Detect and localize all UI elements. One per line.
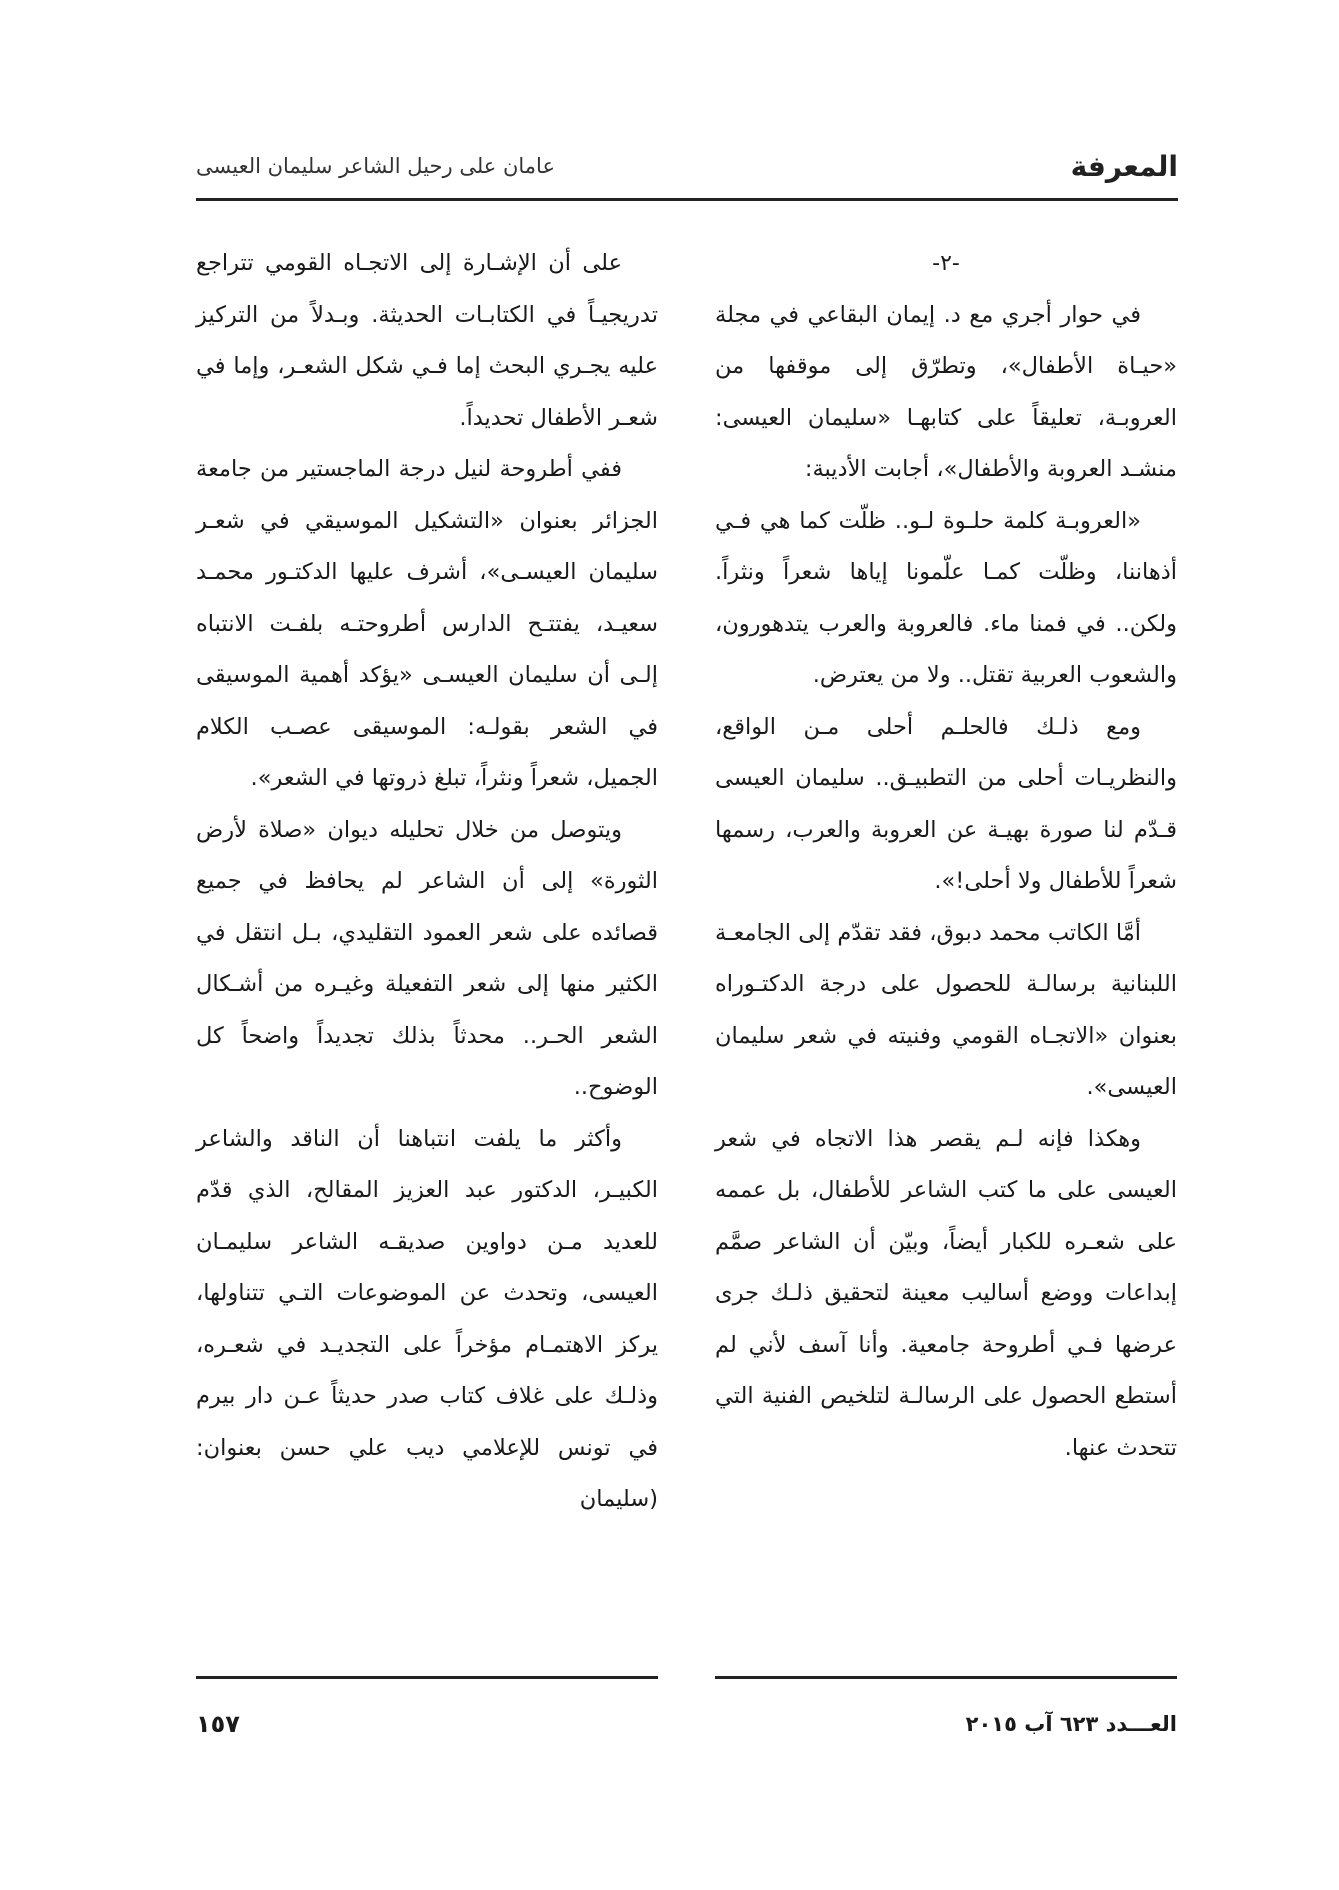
- paragraph: على أن الإشـارة إلى الاتجـاه القومي تتراجع تدريجيـاً في الكتابـات الحديثة. وبـدلاً من التركيز عليه يجـري البحث إما فـي شكل الشعـر، وإما في شعـر الأطفال تحديداً.: [196, 250, 658, 431]
- section-number: -٢-: [932, 251, 960, 276]
- page-header: [196, 150, 1178, 196]
- footer-divider-right: [715, 1676, 1177, 1679]
- running-title: عامان على رحيل الشاعر سليمان العيسى: [196, 154, 555, 178]
- issue-info: العـــدد ٦٢٣ آب ٢٠١٥: [965, 1712, 1177, 1736]
- paragraph: وأكثر ما يلفت انتباهنا أن الناقد والشاعر الكبيـر، الدكتور عبد العزيز المقالح، الذي قدّم للعديد مـن دواوين صديقـه الشاعر سليمـان العيسى، وتحدث عن الموضوعات التـي تتناولها، يركز الاهتمـام مؤخراً على التجديـد في شعـره، وذلـك على غلاف كتاب صدر حديثاً عـن دار بيرم في تونس للإعلامي ديب علي حسن بعنوان: (سليمان: [196, 1125, 658, 1512]
- paragraph: ومع ذلـك فالحلـم أحلى مـن الواقع، والنظريـات أحلى من التطبيـق.. سليمان العيسى قـدّم لنا صورة بهيـة عن العروبة والعرب، رسمها شعراً للأطفال ولا أحلى!».: [715, 713, 1177, 894]
- paragraph: ويتوصل من خلال تحليله ديوان «صلاة لأرض الثورة» إلى أن الشاعر لم يحافظ في جميع قصائده على شعر العمود التقليدي، بـل انتقل في الكثير منها إلى شعر التفعيلة وغيـره من أشـكال الشعر الحـر.. محدثاً بذلك تجديداً واضحاً كل الوضوح..: [196, 816, 658, 1100]
- paragraph: أمَّا الكاتب محمد دبوق، فقد تقدّم إلى الجامعـة اللبنانية برسالـة للحصول على درجة الدكتـوراه بعنوان «الاتجـاه القومي وفنيته في شعر سليمان العيسى».: [715, 919, 1177, 1100]
- page-number: ١٥٧: [196, 1710, 240, 1738]
- paragraph: «العروبـة كلمة حلـوة لـو.. ظلّت كما هي فـي أذهاننا، وظلّت كمـا علّمونا إياها شعراً ونثراً. ولكن.. في فمنا ماء. فالعروبة والعرب يتدهورون، والشعوب العربية تقتل.. ولا من يعترض.: [715, 507, 1177, 688]
- footer-divider-left: [196, 1676, 658, 1679]
- header-divider: [196, 198, 1178, 201]
- paragraph: وهكذا فإنه لـم يقصر هذا الاتجاه في شعر العيسى على ما كتب الشاعر للأطفال، بل عممه على شعـره للكبار أيضاً، وبيّن أن الشاعر صمَّم إبداعات ووضع أساليب معينة لتحقيق ذلـك جرى عرضها فـي أطروحة جامعية. وأنا آسف لأني لم أستطع الحصول على الرسالـة لتلخيص الفنية التي تتحدث عنها.: [715, 1125, 1177, 1461]
- right-column: [715, 238, 1177, 1474]
- left-column: [196, 238, 658, 1526]
- magazine-logo: المعرفة: [1070, 150, 1178, 183]
- paragraph: في حوار أجري مع د. إيمان البقاعي في مجلة «حيـاة الأطفال»، وتطرّق إلى موقفها من العروبـة، تعليقاً على كتابهـا «سليمان العيسى: منشـد العروبة والأطفال»، أجابت الأديبة:: [715, 301, 1177, 482]
- paragraph: ففي أطروحة لنيل درجة الماجستير من جامعة الجزائر بعنوان «التشكيل الموسيقي في شعـر سليمان العيسـى»، أشرف عليها الدكتـور محمـد سعيـد، يفتتـح الدارس أطروحتـه بلفـت الانتباه إلـى أن سليمان العيسـى «يؤكد أهمية الموسيقى في الشعر بقولـه: الموسيقى عصـب الكلام الجميل، شعراً ونثراً، تبلغ ذروتها في الشعر».: [196, 456, 658, 791]
